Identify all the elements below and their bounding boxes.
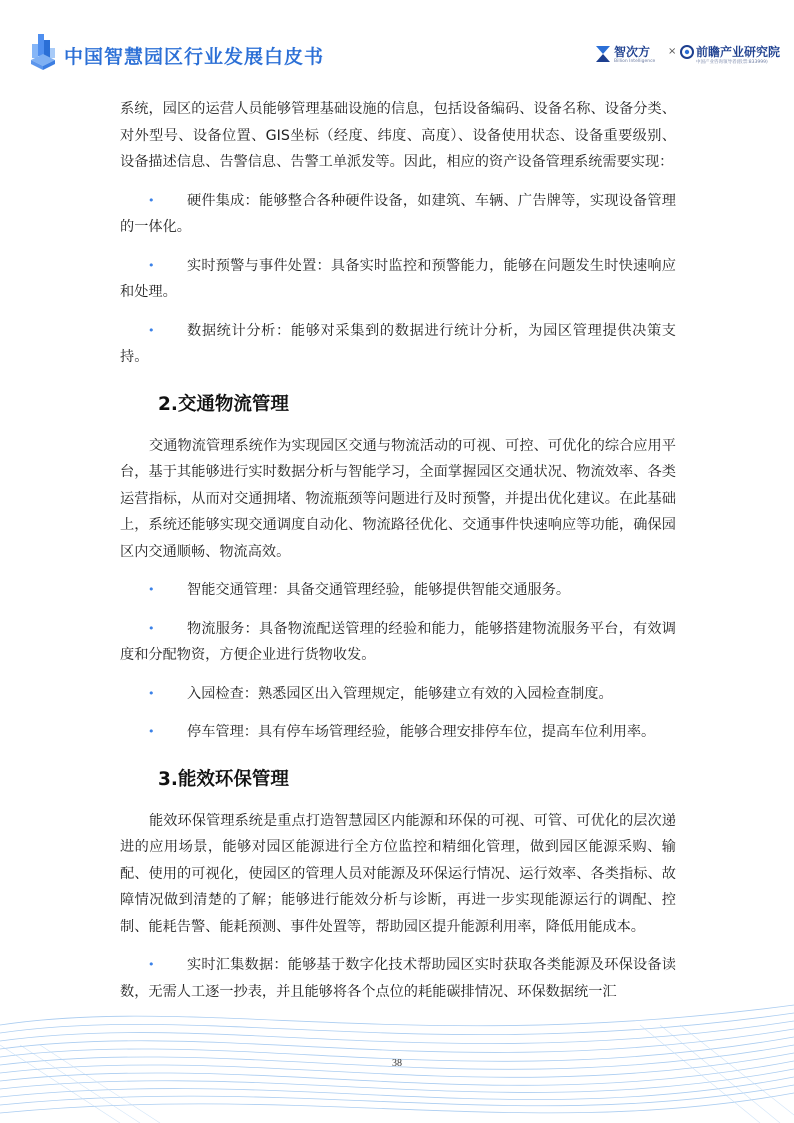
page-header <box>0 0 794 78</box>
list-item <box>120 577 676 604</box>
document-title: 中国智慧园区行业发展白皮书 <box>64 46 325 68</box>
section-heading-energy: 3.能效环保管理 <box>158 768 289 790</box>
zhicifang-logo-icon <box>594 44 612 64</box>
paragraph-energy: 能效环保管理系统是重点打造智慧园区内能源和环保的可视、可管、可优化的层次递进的应用场景，能够对园区能源进行全方位监控和精细化管理，做到园区能源采购、输配、使用的可视化，使园区的管理人员对能源及环保运行情况、运行效率、各类指标、故障情况做到清楚的了解；能够进行能效分析与诊断，再进一步实现能源运行的调配、控制、能耗告警、能耗预测、事件处置等，帮助园区提升能源利用率，降低用能成本。 <box>120 812 676 935</box>
bullet-icon: • <box>148 323 155 337</box>
brand-separator: × <box>668 46 677 57</box>
bullet-icon: • <box>148 193 155 207</box>
list-item-text: 停车管理：具有停车场管理经验，能够合理安排停车位，提高车位利用率。 <box>187 724 656 740</box>
list-item <box>120 719 676 746</box>
brand2-subtitle: 中国产业咨询领导者(股票:833999) <box>696 60 768 65</box>
decorative-wave-footer <box>0 985 794 1123</box>
section-heading-traffic: 2.交通物流管理 <box>158 393 289 415</box>
list-item <box>120 681 676 708</box>
list-item-text: 实时预警与事件处置：具备实时监控和预警能力，能够在问题发生时快速响应和处理。 <box>120 257 676 300</box>
brand1-subtitle: Billion Intelligence <box>614 59 656 64</box>
paragraph-asset-management: 系统，园区的运营人员能够管理基础设施的信息，包括设备编码、设备名称、设备分类、对外型号、设备位置、GIS坐标（经度、纬度、高度）、设备使用状态、设备重要级别、设备描述信息、告警信息、告警工单派发等。因此，相应的资产设备管理系统需要实现： <box>120 101 676 170</box>
qianzhan-logo-icon <box>680 45 694 59</box>
list-item <box>120 253 676 306</box>
list-item <box>120 188 676 241</box>
bullet-icon: • <box>148 686 155 700</box>
paragraph-traffic: 交通物流管理系统作为实现园区交通与物流活动的可视、可控、可优化的综合应用平台，基于其能够进行实时数据分析与智能学习，全面掌握园区交通状况、物流效率、各类运营指标，从而对交通拥堵、物流瓶颈等问题进行及时预警，并提出优化建议。在此基础上，系统还能够实现交通调度自动化、物流路径优化、交通事件快速响应等功能，确保园区内交通顺畅、物流高效。 <box>120 437 676 560</box>
bullet-icon: • <box>148 725 155 738</box>
page-number: 38 <box>392 1058 402 1069</box>
list-item-text: 入园检查：熟悉园区出入管理规定，能够建立有效的入园检查制度。 <box>187 685 613 702</box>
bullet-icon: • <box>148 958 155 971</box>
brand2-name: 前瞻产业研究院 <box>696 45 781 59</box>
list-item <box>120 616 676 669</box>
list-item-text: 物流服务：具备物流配送管理的经验和能力，能够搭建物流服务平台，有效调度和分配物资，方便企业进行货物收发。 <box>120 620 676 663</box>
bullet-icon: • <box>148 258 155 272</box>
brand-qianzhan <box>680 42 780 68</box>
city-blocks-logo-icon <box>30 32 56 70</box>
bullet-icon: • <box>148 583 155 596</box>
page-content <box>120 96 676 1005</box>
brand1-name: 智次方 <box>614 45 651 59</box>
brand-zhicifang <box>594 42 666 68</box>
list-item-text: 智能交通管理：具备交通管理经验，能够提供智能交通服务。 <box>187 582 571 598</box>
list-item <box>120 318 676 371</box>
list-item-text: 数据统计分析：能够对采集到的数据进行统计分析，为园区管理提供决策支持。 <box>120 322 676 365</box>
list-item-text: 硬件集成：能够整合各种硬件设备，如建筑、车辆、广告牌等，实现设备管理的一体化。 <box>120 192 676 235</box>
bullet-icon: • <box>148 621 155 635</box>
list-item-text: 实时汇集数据：能够基于数字化技术帮助园区实时获取各类能源及环保设备读数，无需人工逐一抄表，并且能够将各个点位的耗能碳排情况、环保数据统一汇 <box>120 957 676 1000</box>
